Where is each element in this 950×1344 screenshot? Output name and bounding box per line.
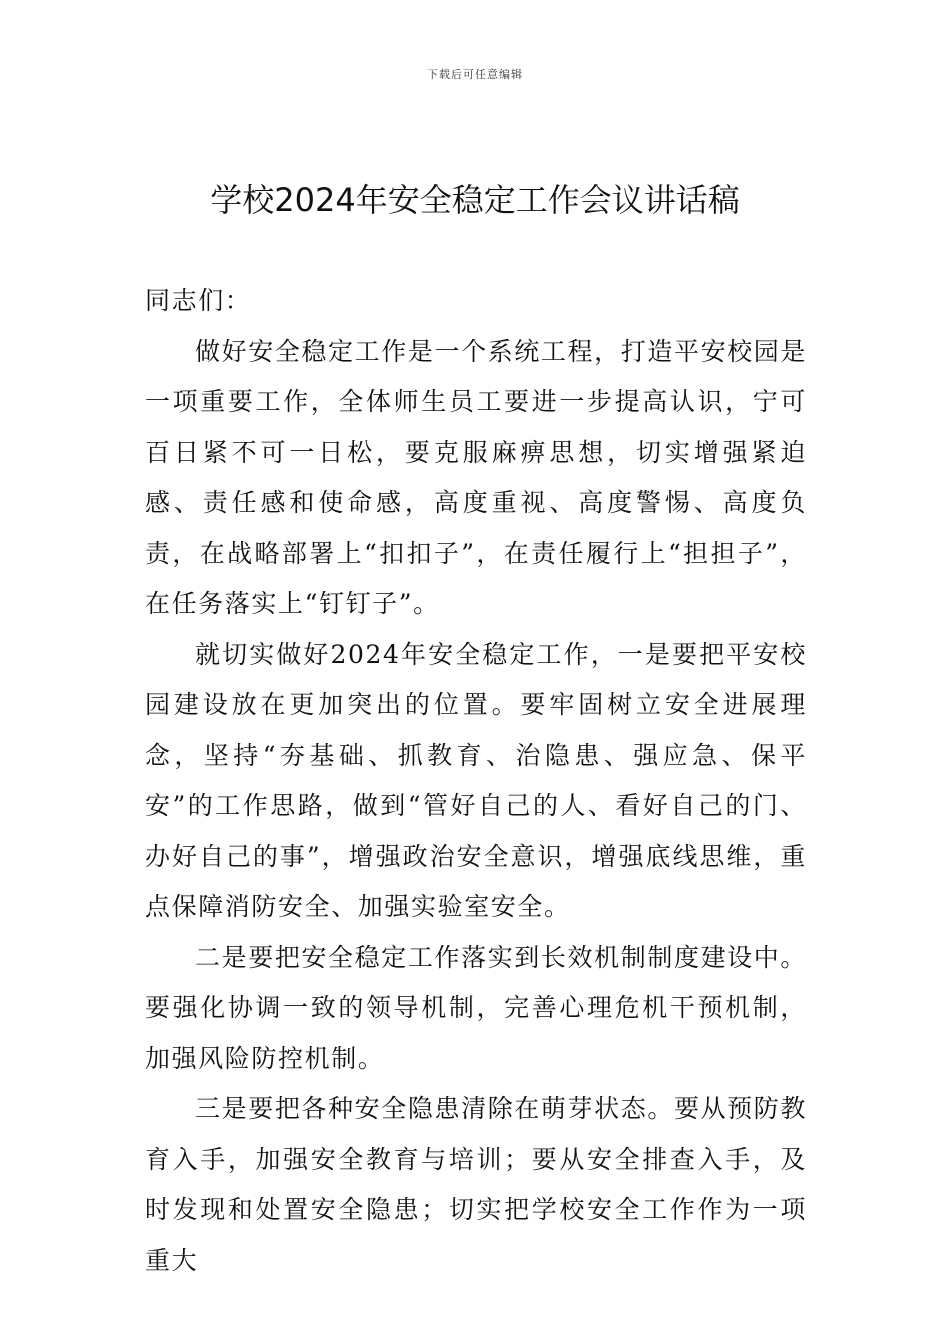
document-body [145, 276, 807, 1286]
body-paragraph-1: 做好安全稳定工作是一个系统工程，打造平安校园是一项重要工作，全体师生员工要进一步提高认识，宁可百日紧不可一日松，要克服麻痹思想，切实增强紧迫感、责任感和使命感，高度重视、高度警惕、高度负责，在战略部署上“扣扣子”，在责任履行上“担担子”，在任务落实上“钉钉子”。 [145, 336, 807, 618]
header-note: 下载后可任意编辑 [427, 68, 523, 81]
document-title: 学校2024年安全稳定工作会议讲话稿 [210, 181, 740, 219]
salutation: 同志们： [145, 286, 252, 315]
body-paragraph-2: 就切实做好2024年安全稳定工作，一是要把平安校园建设放在更加突出的位置。要牢固树立安全进展理念，坚持“夯基础、抓教育、治隐患、强应急、保平安”的工作思路，做到“管好自己的人、看好自己的门、办好自己的事”，增强政治安全意识，增强底线思维，重点保障消防安全、加强实验室安全。 [145, 639, 807, 921]
body-paragraph-4: 三是要把各种安全隐患清除在萌芽状态。要从预防教育入手，加强安全教育与培训；要从安全排查入手，及时发现和处置安全隐患；切实把学校安全工作作为一项重大 [145, 1094, 807, 1275]
body-paragraph-3: 二是要把安全稳定工作落实到长效机制制度建设中。要强化协调一致的领导机制，完善心理危机干预机制，加强风险防控机制。 [145, 942, 807, 1073]
